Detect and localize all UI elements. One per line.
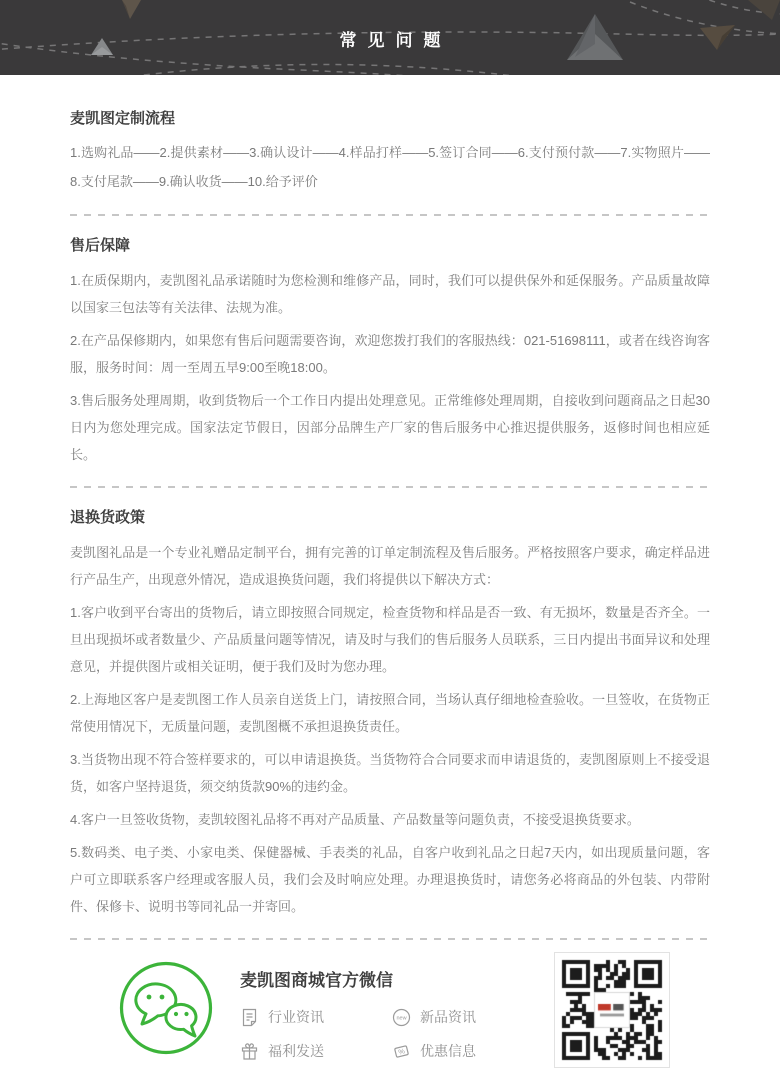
dashed-divider xyxy=(70,214,710,216)
process-steps: 1.选购礼品——2.提供素材——3.确认设计——4.样品打样——5.签订合同——6.支付预付款——7.实物照片——8.支付尾款——9.确认收货——10.给予评价 xyxy=(70,145,710,189)
qr-code xyxy=(561,959,663,1061)
feature-industry-news xyxy=(240,1007,392,1027)
section-title-process: 麦凯图定制流程 xyxy=(70,110,176,127)
feature-label: 行业资讯 xyxy=(268,1009,324,1025)
feature-label: 新品资讯 xyxy=(420,1009,476,1025)
coupon-icon xyxy=(392,1042,411,1061)
wechat-feature-grid xyxy=(240,1007,554,1061)
faq-content xyxy=(0,107,780,940)
wechat-footer xyxy=(0,940,780,1068)
new-badge-icon xyxy=(392,1008,411,1027)
section-after-sales xyxy=(70,234,710,468)
qr-code-frame xyxy=(554,952,670,1068)
svg-text:new: new xyxy=(396,1015,407,1022)
gift-icon xyxy=(240,1042,259,1061)
return-policy-item-3: 3.当货物出现不符合签样要求的，可以申请退换货。当货物符合合同要求而申请退货的，麦凯图原则上不接受退货，如客户坚持退货，须交纳货款90%的违约金。 xyxy=(70,752,710,794)
section-title-return-policy: 退换货政策 xyxy=(70,509,146,526)
return-policy-item-2: 2.上海地区客户是麦凯图工作人员亲自送货上门，请按照合同，当场认真仔细地检查验收。一旦签收，在货物正常使用情况下，无质量问题，麦凯图概不承担退换货责任。 xyxy=(70,692,710,734)
return-policy-item-5: 5.数码类、电子类、小家电类、保健器械、手表类的礼品，自客户收到礼品之日起7天内，如出现质量问题，客户可立即联系客户经理或客服人员，我们会及时响应处理。办理退换货时，请您务必将商品的外包装、内带附件、保修卡、说明书等同礼品一并寄回。 xyxy=(70,845,710,914)
dashed-divider xyxy=(70,486,710,488)
page-title: 常见问题 xyxy=(339,31,452,50)
feature-new-products xyxy=(392,1007,554,1027)
return-policy-intro: 麦凯图礼品是一个专业礼赠品定制平台，拥有完善的订单定制流程及售后服务。严格按照客户要求，确定样品进行产品生产，出现意外情况，造成退换货问题，我们将提供以下解决方式： xyxy=(70,545,710,587)
news-doc-icon xyxy=(240,1008,259,1027)
feature-label: 福利发送 xyxy=(268,1043,324,1059)
section-custom-process xyxy=(70,107,710,196)
page-header xyxy=(0,0,780,75)
wechat-title: 麦凯图商城官方微信 xyxy=(240,971,393,990)
feature-label: 优惠信息 xyxy=(420,1043,476,1059)
wechat-info xyxy=(240,958,554,1061)
after-sales-item-3: 3.售后服务处理周期，收到货物后一个工作日内提出处理意见。正常维修处理周期，自接收到问题商品之日起30日内为您处理完成。国家法定节假日，因部分品牌生产厂家的售后服务中心推迟提供服务，返修时间也相应延长。 xyxy=(70,393,710,462)
svg-text:%: % xyxy=(397,1047,406,1057)
feature-benefits xyxy=(240,1041,392,1061)
return-policy-item-4: 4.客户一旦签收货物，麦凯较图礼品将不再对产品质量、产品数量等问题负责，不接受退换货要求。 xyxy=(70,812,640,827)
wechat-icon xyxy=(118,960,214,1056)
section-title-after-sales: 售后保障 xyxy=(70,237,131,254)
after-sales-item-1: 1.在质保期内，麦凯图礼品承诺随时为您检测和维修产品，同时，我们可以提供保外和延保服务。产品质量故障以国家三包法等有关法律、法规为准。 xyxy=(70,273,710,315)
return-policy-item-1: 1.客户收到平台寄出的货物后，请立即按照合同规定，检查货物和样品是否一致、有无损坏，数量是否齐全。一旦出现损坏或者数量少、产品质量问题等情况，请及时与我们的售后服务人员联系，三日内提出书面异议和处理意见，并提供图片或相关证明，便于我们及时为您办理。 xyxy=(70,605,710,674)
feature-discounts xyxy=(392,1041,554,1061)
after-sales-item-2: 2.在产品保修期内，如果您有售后问题需要咨询，欢迎您拨打我们的客服热线：021-51698111，或者在线咨询客服，服务时间：周一至周五早9:00至晚18:00。 xyxy=(70,333,710,375)
section-return-policy xyxy=(70,506,710,920)
